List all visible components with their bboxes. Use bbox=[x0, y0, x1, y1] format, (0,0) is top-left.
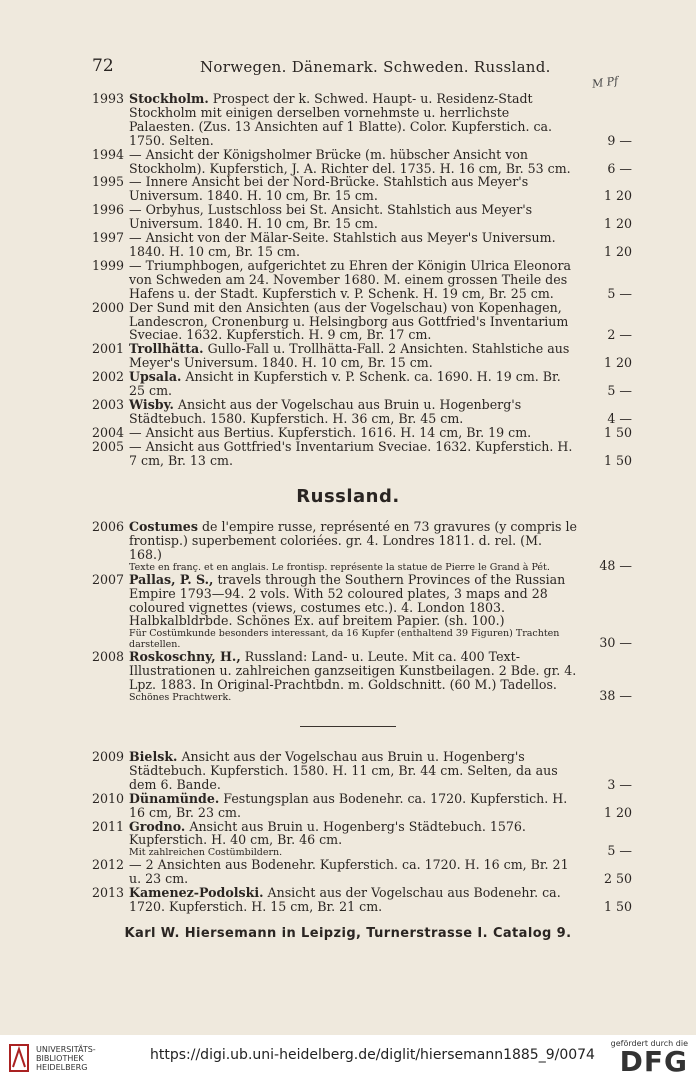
entry-number: 2008 bbox=[92, 649, 125, 665]
entry-text: — Ansicht aus Gottfried's Inventarium Sveciae. 1632. Kupferstich. H. 7 cm, Br. 13 cm. bbox=[129, 438, 573, 468]
entry-body bbox=[129, 426, 577, 440]
entry-note: Für Costümkunde besonders interessant, da 16 Kupfer (enthaltend 39 Figuren) Trachten darstellen. bbox=[129, 628, 560, 651]
page-header bbox=[92, 56, 632, 80]
entry-number: 2001 bbox=[92, 341, 125, 357]
entry-number: 2011 bbox=[92, 818, 125, 834]
entry-text: Prospect der k. Schwed. Haupt- u. Residenz-Stadt Stockholm mit einigen derselben vornehmste u. herrlichste Palaesten. (Zus. 13 Ansichten auf 1 Blatte). Color. Kupferstich. ca. 1750. Selten. bbox=[129, 91, 553, 148]
entry-price: 2 — bbox=[607, 327, 632, 343]
entry-body bbox=[129, 231, 577, 259]
entry-price: 38 — bbox=[599, 688, 632, 704]
entry-lead: Dünamünde. bbox=[129, 790, 220, 806]
entry-price: 1 20 bbox=[603, 216, 632, 232]
entry-price: 9 — bbox=[607, 132, 632, 148]
entry-text: — Triumphbogen, aufgerichtet zu Ehren der Königin Ulrica Eleonora von Schweden am 24. November 1680. M. einem grossen Theile des Hafens u. der Stadt. Kupferstich v. P. Schenk. H. 19 cm, Br. 25 cm. bbox=[129, 257, 572, 301]
library-line-1: UNIVERSITÄTS- bbox=[36, 1044, 96, 1054]
entry-text: — Orbyhus, Lustschloss bei St. Ansicht. Stahlstich aus Meyer's Universum. 1840. H. 10 cm, Br. 15 cm. bbox=[129, 202, 533, 232]
entry-text: — Ansicht der Königsholmer Brücke (m. hübscher Ansicht von Stockholm). Kupferstich, J. A. Richter del. 1735. H. 16 cm, Br. 53 cm. bbox=[129, 146, 571, 176]
entry-text: de l'empire russe, représenté en 73 gravures (y compris le frontisp.) superbement coloriées. gr. 4. Londres 1811. d. rel. (M. 168.) bbox=[129, 519, 577, 562]
running-title: Norwegen. Dänemark. Schweden. Russland. bbox=[200, 58, 551, 76]
entry-lead: Roskoschny, H., bbox=[129, 649, 241, 665]
entry-body bbox=[129, 301, 577, 343]
catalog-entry bbox=[92, 370, 632, 398]
entry-lead: Grodno. bbox=[129, 818, 186, 834]
catalog-entry bbox=[92, 858, 632, 886]
entry-body bbox=[129, 259, 577, 301]
entry-price: 1 20 bbox=[603, 188, 632, 204]
catalog-entry bbox=[92, 148, 632, 176]
entry-body bbox=[129, 886, 577, 914]
entry-number: 2010 bbox=[92, 790, 125, 806]
entry-body bbox=[129, 370, 577, 398]
entry-body bbox=[129, 750, 577, 792]
library-logo[interactable] bbox=[8, 1043, 96, 1073]
entry-lead: Costumes bbox=[129, 519, 198, 534]
entry-text: — Innere Ansicht bei der Nord-Brücke. Stahlstich aus Meyer's Universum. 1840. H. 10 cm, Br. 15 cm. bbox=[129, 174, 529, 204]
entry-number: 2005 bbox=[92, 438, 125, 454]
entry-number: 2003 bbox=[92, 396, 125, 412]
entry-lead: Stockholm. bbox=[129, 91, 209, 106]
catalog-entry bbox=[92, 92, 632, 148]
entry-text: Ansicht aus Bruin u. Hogenberg's Städtebuch. 1576. Kupferstich. H. 40 cm, Br. 46 cm. bbox=[129, 818, 526, 848]
viewer-bar bbox=[0, 1035, 696, 1083]
entry-body bbox=[129, 792, 577, 820]
catalog-entry bbox=[92, 440, 632, 468]
catalog-entry bbox=[92, 886, 632, 914]
entry-lead: Kamenez-Podolski. bbox=[129, 885, 264, 901]
entry-text: travels through the Southern Provinces of the Russian Empire 1793—94. 2 vols. With 52 coloured plates, 3 maps and 28 coloured vignettes (views, costumes etc.). 4. London 1803. Halbkalbldrbde. Schönes Ex. auf breitem Papier. (sh. 100.) bbox=[129, 571, 566, 629]
entry-number: 2009 bbox=[92, 749, 125, 764]
university-seal-icon bbox=[8, 1043, 30, 1073]
catalog-footer: Karl W. Hiersemann in Leipzig, Turnerstrasse I. Catalog 9. bbox=[124, 926, 572, 941]
entry-note: Texte en franç. et en anglais. Le frontisp. représente la statue de Pierre le Grand à Pét. bbox=[129, 561, 550, 573]
entry-number: 1995 bbox=[92, 174, 125, 190]
catalog-entry bbox=[92, 820, 632, 859]
entries-russia bbox=[92, 520, 632, 703]
entry-price: 1 20 bbox=[603, 804, 632, 820]
entry-number: 2004 bbox=[92, 424, 125, 440]
entry-price: 5 — bbox=[607, 383, 632, 399]
entries-russia-towns bbox=[92, 750, 632, 914]
catalog-entry bbox=[92, 750, 632, 792]
entry-body bbox=[129, 342, 577, 370]
funded-by-label: gefördert durch die bbox=[610, 1039, 688, 1048]
catalog-entry bbox=[92, 650, 632, 703]
entry-text: Ansicht aus der Vogelschau aus Bruin u. Hogenberg's Städtebuch. Kupferstich. 1580. H. 11 cm, Br. 44 cm. Selten, da aus dem 6. Bande. bbox=[129, 749, 558, 792]
catalog-entry bbox=[92, 175, 632, 203]
entry-price: 1 50 bbox=[603, 424, 632, 440]
entry-price: 5 — bbox=[607, 285, 632, 301]
entry-body bbox=[129, 520, 577, 573]
entry-text: Festungsplan aus Bodenehr. ca. 1720. Kupferstich. H. 16 cm, Br. 23 cm. bbox=[129, 790, 568, 820]
entry-text: Gullo-Fall u. Trollhätta-Fall. 2 Ansichten. Stahlstiche aus Meyer's Universum. 1840. H. 10 cm, Br. 15 cm. bbox=[129, 341, 570, 371]
entry-lead: Wisby. bbox=[129, 396, 174, 412]
entry-price: 6 — bbox=[607, 160, 632, 176]
entry-text: Der Sund mit den Ansichten (aus der Vogelschau) von Kopenhagen, Landescron, Cronenburg u. Helsingborg aus Gottfried's Inventarium Sveciae. 1632. Kupferstich. H. 9 cm, Br. 17 cm. bbox=[129, 299, 569, 343]
entries-norway-sweden bbox=[92, 92, 632, 467]
currency-heading: M Pf bbox=[591, 74, 620, 91]
entry-number: 1993 bbox=[92, 91, 125, 106]
entry-text: Ansicht in Kupferstich v. P. Schenk. ca. 1690. H. 19 cm. Br. 25 cm. bbox=[129, 369, 561, 399]
entry-price: 30 — bbox=[599, 635, 632, 651]
catalog-entry bbox=[92, 203, 632, 231]
entry-body bbox=[129, 820, 577, 859]
catalog-entry bbox=[92, 398, 632, 426]
catalog-entry bbox=[92, 426, 632, 440]
entry-number: 2012 bbox=[92, 857, 125, 873]
entry-number: 1997 bbox=[92, 230, 125, 246]
entry-price: 1 20 bbox=[603, 355, 632, 371]
entry-price: 1 50 bbox=[603, 899, 632, 915]
entry-text: — Ansicht aus Bertius. Kupferstich. 1616. H. 14 cm, Br. 19 cm. bbox=[129, 424, 532, 440]
entry-note: Mit zahlreichen Costümbildern. bbox=[129, 847, 283, 859]
catalog-entry bbox=[92, 231, 632, 259]
dfg-logo[interactable] bbox=[611, 1039, 688, 1076]
catalog-entry bbox=[92, 301, 632, 343]
entry-number: 1999 bbox=[92, 257, 125, 273]
library-line-2: BIBLIOTHEK bbox=[36, 1053, 84, 1063]
entry-price: 1 50 bbox=[603, 452, 632, 468]
page-number: 72 bbox=[92, 56, 114, 76]
entry-note: Schönes Prachtwerk. bbox=[129, 692, 232, 704]
entry-lead: Pallas, P. S., bbox=[129, 571, 214, 587]
entry-price: 5 — bbox=[607, 843, 632, 859]
entry-body bbox=[129, 398, 577, 426]
entry-body bbox=[129, 573, 577, 651]
entry-text: — 2 Ansichten aus Bodenehr. Kupferstich. ca. 1720. H. 16 cm, Br. 21 u. 23 cm. bbox=[129, 857, 569, 887]
entry-body bbox=[129, 650, 577, 703]
entry-number: 2013 bbox=[92, 885, 125, 901]
divider-rule bbox=[300, 726, 396, 727]
entry-body bbox=[129, 148, 577, 176]
dfg-wordmark: DFG bbox=[619, 1045, 688, 1078]
entry-number: 2007 bbox=[92, 571, 125, 587]
entry-text: Russland: Land- u. Leute. Mit ca. 400 Text-Illustrationen u. zahlreichen ganzseitigen Kunstbeilagen. 2 Bde. gr. 4. Lpz. 1883. In Original-Prachtbdn. m. Goldschnitt. (60 M.) Tadellos. bbox=[129, 649, 577, 693]
entry-body bbox=[129, 203, 577, 231]
catalog-entry bbox=[92, 792, 632, 820]
entry-number: 1996 bbox=[92, 202, 125, 218]
entry-body bbox=[129, 92, 577, 148]
entry-price: 1 20 bbox=[603, 243, 632, 259]
catalog-entry bbox=[92, 520, 632, 573]
entry-number: 2006 bbox=[92, 519, 125, 534]
catalog-entry bbox=[92, 259, 632, 301]
entry-price: 3 — bbox=[607, 776, 632, 792]
permalink-url[interactable]: https://digi.ub.uni-heidelberg.de/diglit/hiersemann1885_9/0074 bbox=[150, 1047, 595, 1063]
section-title: Russland. bbox=[296, 486, 400, 507]
entry-text: — Ansicht von der Mälar-Seite. Stahlstich aus Meyer's Universum. 1840. H. 10 cm, Br. 15 cm. bbox=[129, 230, 556, 259]
entry-number: 1994 bbox=[92, 146, 125, 162]
catalog-entry bbox=[92, 342, 632, 370]
entry-text: Ansicht aus der Vogelschau aus Bruin u. Hogenberg's Städtebuch. 1580. Kupferstich. H. 36 cm, Br. 45 cm. bbox=[129, 396, 522, 426]
entry-text: Ansicht aus der Vogelschau aus Bodenehr. ca. 1720. Kupferstich. H. 15 cm, Br. 21 cm. bbox=[129, 885, 561, 915]
entry-body bbox=[129, 440, 577, 468]
entry-price: 4 — bbox=[607, 410, 632, 426]
library-line-3: HEIDELBERG bbox=[36, 1062, 88, 1072]
entry-price: 2 50 bbox=[603, 871, 632, 887]
entry-price: 48 — bbox=[599, 557, 632, 573]
entry-number: 2002 bbox=[92, 369, 125, 385]
entry-body bbox=[129, 858, 577, 886]
entry-lead: Trollhätta. bbox=[129, 341, 204, 357]
catalog-entry bbox=[92, 573, 632, 651]
entry-number: 2000 bbox=[92, 299, 125, 315]
entry-lead: Upsala. bbox=[129, 369, 182, 385]
entry-lead: Bielsk. bbox=[129, 749, 178, 764]
entry-body bbox=[129, 175, 577, 203]
